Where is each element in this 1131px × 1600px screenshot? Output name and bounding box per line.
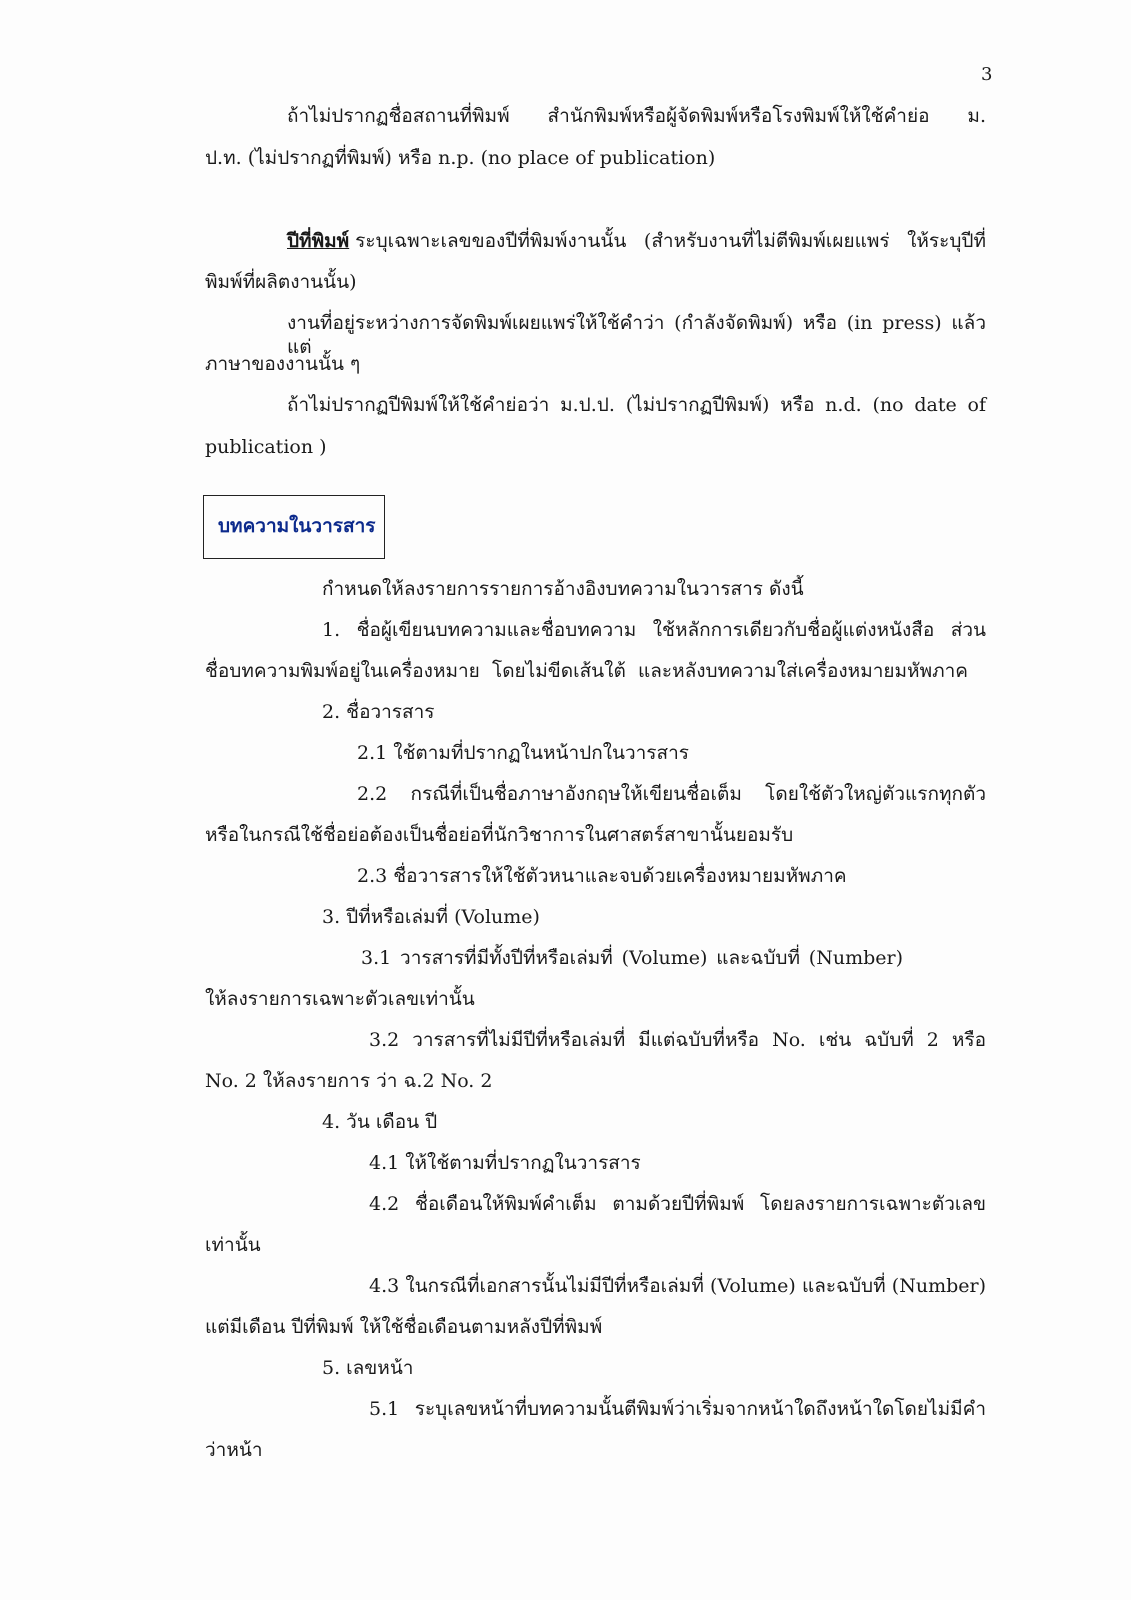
item-3-2-line-1: 3.2 วารสารที่ไม่มีปีที่หรือเล่มที่ มีแต่ฉบับที่หรือ No. เช่น ฉบับที่ 2 หรือ [369,1029,986,1051]
place-line-2: ป.ท. (ไม่ปรากฏที่พิมพ์) หรือ n.p. (no place of publication) [205,147,716,169]
page-number: 3 [981,64,993,85]
item-3-2-line-2: No. 2 ให้ลงรายการ ว่า ฉ.2 No. 2 [205,1070,493,1092]
item-5: 5. เลขหน้า [322,1357,414,1379]
item-2-3: 2.3 ชื่อวารสารให้ใช้ตัวหนาและจบด้วยเครื่องหมายมหัพภาค [357,865,847,887]
nodate-line-2: publication ) [205,436,327,458]
press-line-2: ภาษาของงานนั้น ๆ [205,353,361,375]
section-title-box [203,495,385,559]
item-2: 2. ชื่อวารสาร [322,701,435,723]
year-heading: ปีที่พิมพ์ [287,230,350,252]
item-5-1-line-2: ว่าหน้า [205,1439,263,1461]
item-2-1: 2.1 ใช้ตามที่ปรากฏในหน้าปกในวารสาร [357,742,689,764]
section-title: บทความในวารสาร [218,515,376,537]
item-4-1: 4.1 ให้ใช้ตามที่ปรากฏในวารสาร [369,1152,641,1174]
year-line-2: พิมพ์ที่ผลิตงานนั้น) [205,271,357,293]
press-line-1: งานที่อยู่ระหว่างการจัดพิมพ์เผยแพร่ให้ใช้คำว่า (กำลังจัดพิมพ์) หรือ (in press) แล้วแต่ [287,312,986,358]
item-4-3-line-2: แต่มีเดือน ปีที่พิมพ์ ให้ใช้ชื่อเดือนตามหลังปีที่พิมพ์ [205,1316,603,1338]
item-3: 3. ปีที่หรือเล่มที่ (Volume) [322,906,540,928]
item-4-2-line-1: 4.2 ชื่อเดือนให้พิมพ์คำเต็ม ตามด้วยปีที่พิมพ์ โดยลงรายการเฉพาะตัวเลข [369,1193,986,1215]
item-3-1-line-1: 3.1 วารสารที่มีทั้งปีที่หรือเล่มที่ (Volume) และฉบับที่ (Number) [361,947,903,969]
item-4: 4. วัน เดือน ปี [322,1111,438,1133]
year-text: ระบุเฉพาะเลขของปีที่พิมพ์งานนั้น (สำหรับงานที่ไม่ตีพิมพ์เผยแพร่ ให้ระบุปีที่ [355,230,986,252]
nodate-line-1: ถ้าไม่ปรากฏปีพิมพ์ให้ใช้คำย่อว่า ม.ป.ป. (ไม่ปรากฏปีพิมพ์) หรือ n.d. (no date of [287,394,986,416]
item-5-1-line-1: 5.1 ระบุเลขหน้าที่บทความนั้นตีพิมพ์ว่าเริ่มจากหน้าใดถึงหน้าใดโดยไม่มีคำ [369,1398,986,1420]
item-3-1-line-2: ให้ลงรายการเฉพาะตัวเลขเท่านั้น [205,988,475,1010]
item-2-2-line-2: หรือในกรณีใช้ชื่อย่อต้องเป็นชื่อย่อที่นักวิชาการในศาสตร์สาขานั้นยอมรับ [205,824,794,846]
item-1-line-1: 1. ชื่อผู้เขียนบทความและชื่อบทความ ใช้หลักการเดียวกับชื่อผู้แต่งหนังสือ ส่วน [322,619,986,641]
year-line-1 [287,229,986,253]
item-1-line-2: ชื่อบทความพิมพ์อยู่ในเครื่องหมาย โดยไม่ขีดเส้นใต้ และหลังบทความใส่เครื่องหมายมหัพภาค [205,660,968,682]
item-2-2-line-1: 2.2 กรณีที่เป็นชื่อภาษาอังกฤษให้เขียนชื่อเต็ม โดยใช้ตัวใหญ่ตัวแรกทุกตัว [357,783,986,805]
item-4-2-line-2: เท่านั้น [205,1234,261,1256]
place-line-1: ถ้าไม่ปรากฏชื่อสถานที่พิมพ์ สำนักพิมพ์หรือผู้จัดพิมพ์หรือโรงพิมพ์ให้ใช้คำย่อ ม. [287,105,986,127]
item-4-3-line-1: 4.3 ในกรณีที่เอกสารนั้นไม่มีปีที่หรือเล่มที่ (Volume) และฉบับที่ (Number) [369,1275,986,1297]
article-intro: กำหนดให้ลงรายการรายการอ้างอิงบทความในวารสาร ดังนี้ [322,578,804,600]
